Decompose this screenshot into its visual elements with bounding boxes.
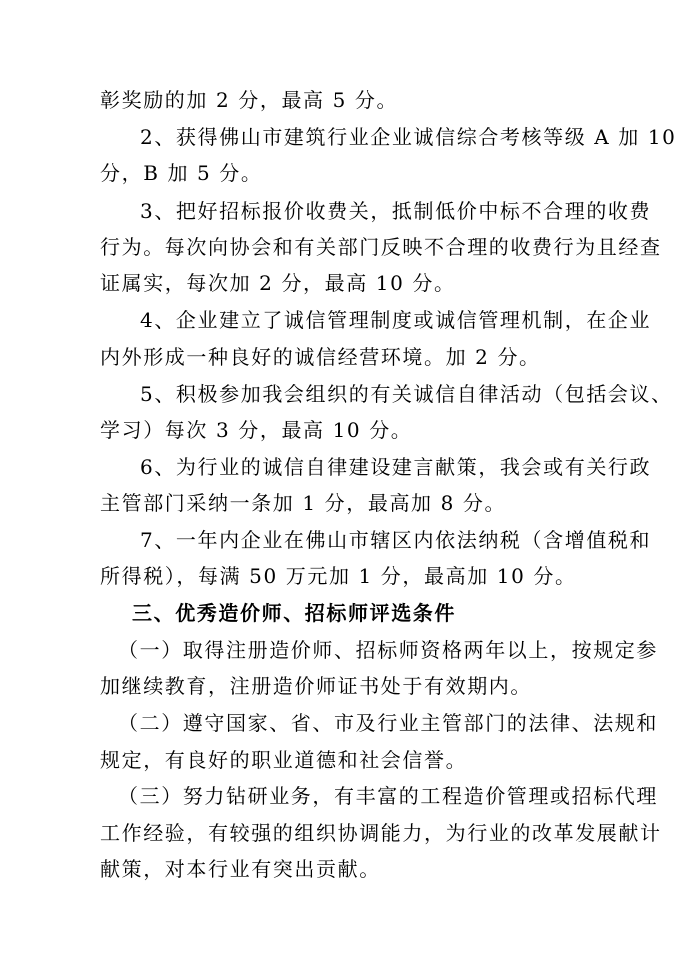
paragraph-line: 学习）每次 3 分，最高 10 分。 [100,418,413,442]
paragraph-line: （二）遵守国家、省、市及行业主管部门的法律、法规和 [118,711,658,735]
paragraph-line: 工作经验，有较强的组织协调能力，为行业的改革发展献计 [100,821,662,845]
paragraph-line: 5、积极参加我会组织的有关诚信自律活动（包括会议、 [140,382,673,406]
section-heading: 三、优秀造价师、招标师评选条件 [132,601,456,625]
paragraph-line: 6、为行业的诚信自律建设建言献策，我会或有关行政 [140,455,652,479]
paragraph-line: 内外形成一种良好的诚信经营环境。加 2 分。 [100,345,541,369]
paragraph-line: 彰奖励的加 2 分，最高 5 分。 [100,88,399,112]
paragraph-line: 献策，对本行业有突出贡献。 [100,857,381,881]
paragraph-line: 3、把好招标报价收费关，抵制低价中标不合理的收费 [140,199,652,223]
paragraph-line: 所得税），每满 50 万元加 1 分，最高加 10 分。 [100,564,577,588]
paragraph-line: 2、获得佛山市建筑行业企业诚信综合考核等级 A 加 10 [140,125,677,149]
paragraph-line: 7、一年内企业在佛山市辖区内依法纳税（含增值税和 [140,528,652,552]
paragraph-line: （三）努力钻研业务，有丰富的工程造价管理或招标代理 [118,784,658,808]
paragraph-line: 分，B 加 5 分。 [100,161,263,185]
paragraph-line: 证属实，每次加 2 分，最高 10 分。 [100,271,456,295]
paragraph-line: 行为。每次向协会和有关部门反映不合理的收费行为且经查 [100,235,662,259]
paragraph-line: 加继续教育，注册造价师证书处于有效期内。 [100,674,532,698]
paragraph-line: 4、企业建立了诚信管理制度或诚信管理机制，在企业 [140,308,652,332]
paragraph-line: 主管部门采纳一条加 1 分，最高加 8 分。 [100,491,507,515]
paragraph-line: （一）取得注册造价师、招标师资格两年以上，按规定参 [118,638,658,662]
paragraph-line: 规定，有良好的职业道德和社会信誉。 [100,748,468,772]
